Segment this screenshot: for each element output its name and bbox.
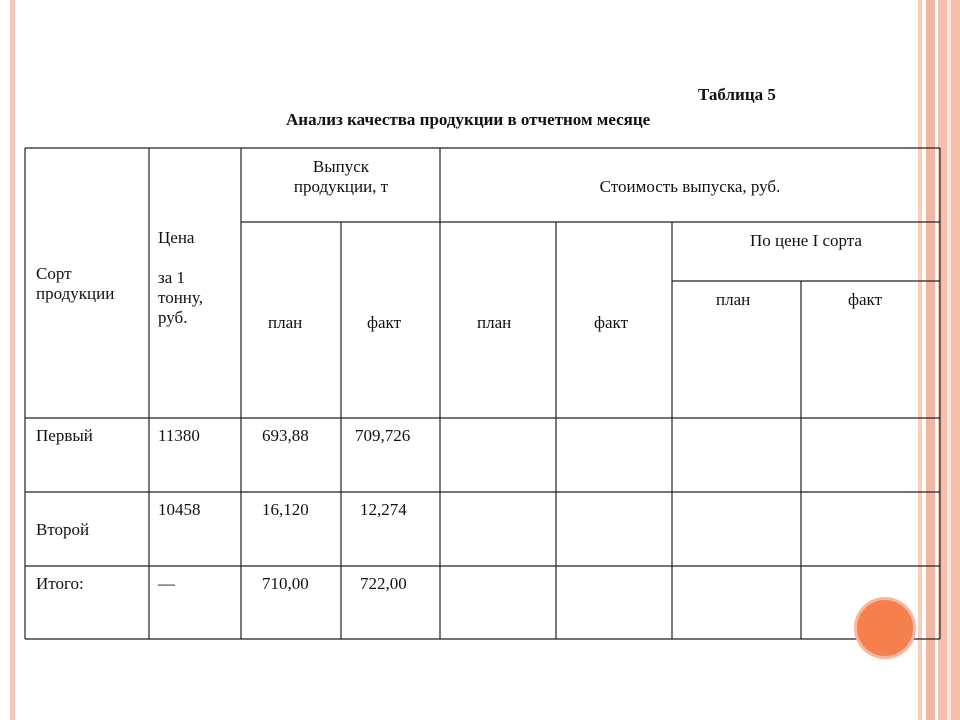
header-sort: Сорт продукции bbox=[36, 264, 115, 303]
header-cost: Стоимость выпуска, руб. bbox=[599, 177, 781, 196]
header-first-grade-plan: план bbox=[716, 290, 751, 309]
row-2-output-plan: 16,120 bbox=[262, 500, 309, 519]
row-1-output-plan: 693,88 bbox=[262, 426, 309, 445]
header-first-grade-price: По цене I сорта bbox=[750, 231, 862, 250]
row-1-sort: Первый bbox=[36, 426, 93, 445]
header-cost-plan: план bbox=[477, 313, 512, 332]
header-price: Цена за 1 тонну, руб. bbox=[158, 228, 203, 327]
table-title: Анализ качества продукции в отчетном месяце bbox=[286, 110, 651, 129]
row-3-output-plan: 710,00 bbox=[262, 574, 309, 593]
header-output: Выпуск продукции, т bbox=[293, 157, 389, 196]
row-2-output-fact: 12,274 bbox=[360, 500, 407, 519]
table-number: Таблица 5 bbox=[698, 85, 776, 104]
header-first-grade-fact: факт bbox=[848, 290, 883, 309]
header-output-plan: план bbox=[268, 313, 303, 332]
header-output-fact: факт bbox=[367, 313, 402, 332]
row-3-sort: Итого: bbox=[36, 574, 84, 593]
row-3-price: — bbox=[158, 574, 175, 593]
row-1-price: 11380 bbox=[158, 426, 200, 445]
row-2-sort: Второй bbox=[36, 520, 90, 539]
orange-circle-decoration bbox=[857, 600, 913, 656]
row-2-price: 10458 bbox=[158, 500, 201, 519]
header-cost-fact: факт bbox=[594, 313, 629, 332]
row-1-output-fact: 709,726 bbox=[355, 426, 411, 445]
row-3-output-fact: 722,00 bbox=[360, 574, 407, 593]
